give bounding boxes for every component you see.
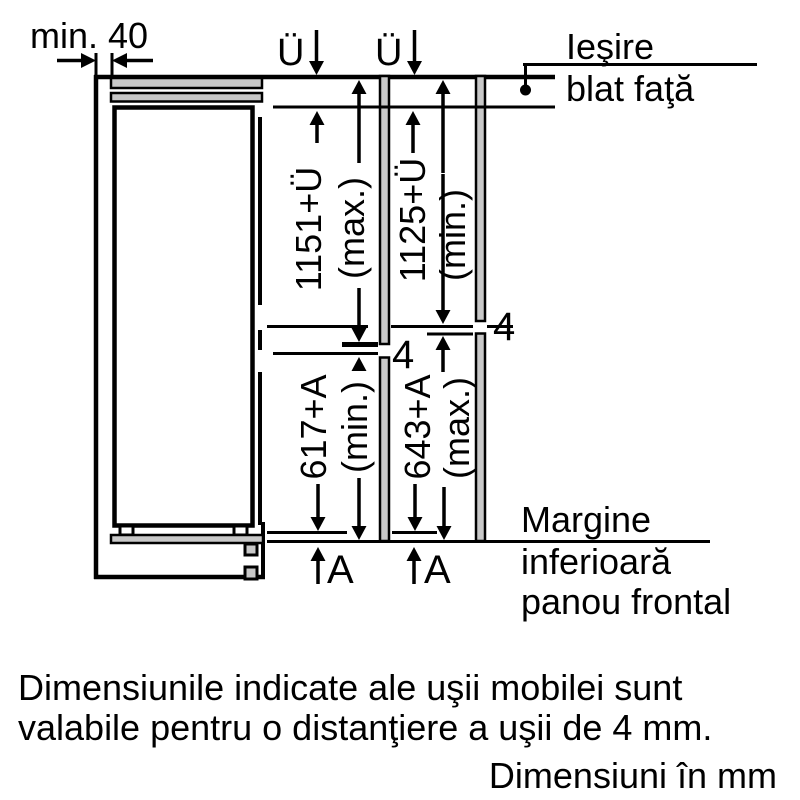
top-rail-strip-1: [111, 78, 262, 88]
gap-label-right: 4: [493, 305, 516, 349]
margin-callout-line1: Margine: [521, 499, 652, 540]
plinth-rail: [111, 535, 263, 543]
a-label-left: A: [327, 548, 354, 592]
dim-lower-left-qualifier: (min.): [334, 381, 375, 473]
panel-left-upper: [380, 76, 389, 344]
panel-left-lower: [380, 358, 389, 542]
units-note: Dimensiuni în mm: [488, 755, 777, 796]
gap-label-left: 4: [392, 333, 415, 377]
leader-dot: [520, 85, 531, 96]
dim-upper-right-qualifier: (min.): [432, 189, 473, 281]
worktop-callout-line2: blat faţă: [566, 68, 695, 109]
dim-upper-right-value: 1125+Ü: [392, 157, 433, 283]
margin-callout-line3: panou frontal: [521, 581, 732, 622]
dim-lower-right-value: 643+A: [397, 374, 438, 480]
dim-upper-left-qualifier: (max.): [331, 177, 372, 279]
min-clearance-label: min. 40: [30, 15, 149, 56]
furniture-door-panel-left: [380, 76, 389, 541]
worktop-callout-line1: Ieşire: [566, 26, 655, 67]
footer-note-line2: valabile pentru o distanţiere a uşii de 4 mm.: [18, 707, 713, 748]
bracket-peg-upper: [245, 544, 257, 555]
overlap-symbol-right: Ü: [375, 32, 403, 74]
dim-lower-left-value: 617+A: [293, 374, 334, 480]
arrow-down-icon: [407, 61, 422, 75]
top-rail-strip-2: [111, 93, 262, 102]
appliance-body: [115, 108, 253, 526]
panel-right-upper: [476, 76, 485, 321]
appliance-foot-right: [234, 526, 247, 535]
dim-upper-left-value: 1151+Ü: [288, 166, 329, 292]
overlap-arrows: [309, 30, 422, 75]
footer-note-line1: Dimensiunile indicate ale uşii mobilei sunt: [18, 667, 683, 708]
bracket-peg-lower: [245, 567, 257, 579]
arrow-down-icon: [309, 61, 324, 75]
margin-callout-line2: inferioară: [521, 541, 672, 582]
a-label-right: A: [424, 548, 451, 592]
dim-lower-right-qualifier: (max.): [436, 377, 477, 479]
appliance: [111, 78, 263, 579]
overlap-symbol-left: Ü: [277, 32, 305, 74]
appliance-foot-left: [120, 526, 133, 535]
